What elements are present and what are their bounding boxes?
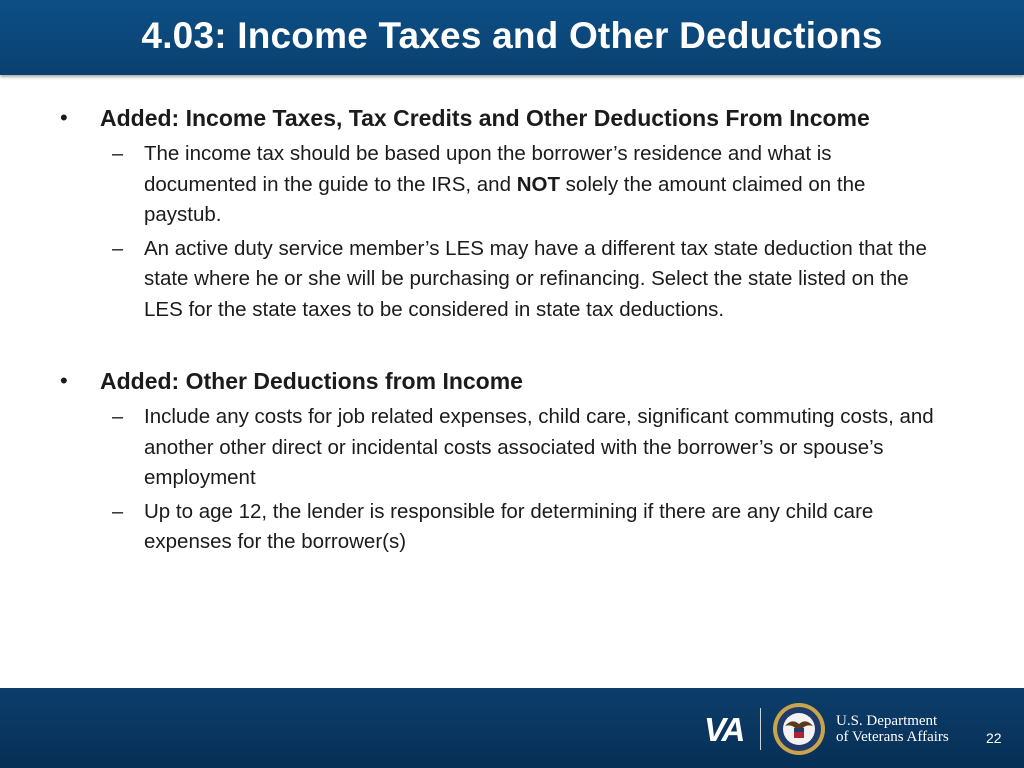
- department-line-1: U.S. Department: [836, 713, 938, 729]
- va-logo: VA: [704, 711, 744, 748]
- emphasis-text: NOT: [516, 172, 560, 196]
- sub-item-text: Include any costs for job related expenses, child care, significant commuting costs, and another other direct or incidental costs associated with the borrower’s or spouse’s employment: [144, 405, 934, 489]
- sub-text-part: solely the amount claimed on the paystub.: [144, 172, 866, 226]
- bullet-item-2: [60, 363, 960, 399]
- logo-divider: [760, 708, 761, 750]
- section-gap: [60, 325, 960, 363]
- sub-item: [112, 139, 960, 231]
- bullet-heading: Added: Income Taxes, Tax Credits and Other Deductions From Income: [100, 105, 870, 131]
- sub-item-text: An active duty service member’s LES may have a different tax state deduction that the state where he or she will be purchasing or refinancing. Select the state listed on the LES for the state taxes to be considered in state tax deductions.: [144, 236, 927, 321]
- slide-content: [60, 100, 960, 558]
- slide-title: 4.03: Income Taxes and Other Deductions: [141, 14, 883, 56]
- dash-glyph: –: [112, 500, 124, 523]
- bullet-glyph: •: [60, 105, 68, 130]
- sub-item: [112, 497, 960, 558]
- page-number: 22: [986, 730, 1002, 746]
- sub-item-text: Up to age 12, the lender is responsible for determining if there are any child care expenses for the borrower(s): [144, 499, 874, 553]
- department-line-2: of Veterans Affairs: [836, 729, 949, 745]
- department-name: [836, 713, 949, 745]
- dash-glyph: –: [112, 406, 124, 428]
- va-seal-icon: [772, 702, 826, 756]
- bullet-heading: Added: Other Deductions from Income: [100, 368, 523, 394]
- dash-glyph: –: [112, 143, 124, 165]
- bullet-glyph: •: [60, 368, 68, 393]
- sub-item: [112, 402, 960, 494]
- sub-text-part: The income tax should be based upon the borrower’s residence and what is documented in the guide to the IRS, and: [144, 142, 832, 196]
- bullet-item-1: [60, 100, 960, 136]
- sub-item: [112, 234, 960, 326]
- dash-glyph: –: [112, 237, 124, 260]
- slide-header: [0, 0, 1024, 75]
- sub-item-text: [144, 139, 944, 231]
